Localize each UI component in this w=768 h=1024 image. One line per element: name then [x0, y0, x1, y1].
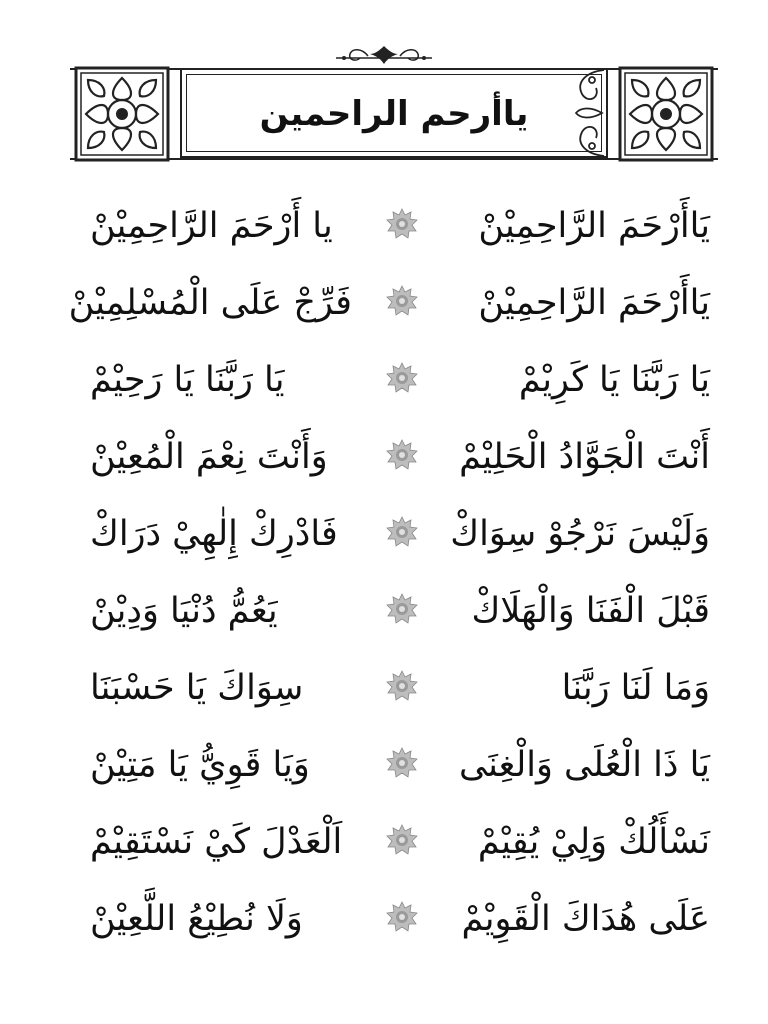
verse-row [80, 573, 720, 650]
rosette-separator-icon [386, 285, 418, 317]
verse-row [68, 265, 720, 342]
rosette-separator-icon [386, 901, 418, 933]
rosette-separator-icon [386, 824, 418, 856]
verse-first-hemistich: عَلَى هُدَاكَ الْقَوِيْمْ [461, 899, 710, 939]
verse-second-hemistich: وَأَنْتَ نِعْمَ الْمُعِيْنْ [90, 437, 328, 477]
verse-first-hemistich: قَبْلَ الْفَنَا وَالْهَلَاكْ [471, 591, 710, 631]
verse-first-hemistich: يَاأَرْحَمَ الرَّاحِمِيْنْ [478, 206, 710, 246]
verse-second-hemistich: يَا رَبَّنَا يَا رَحِيْمْ [90, 360, 285, 400]
rosette-separator-icon [386, 439, 418, 471]
verse-row [80, 650, 720, 727]
rosette-separator-icon [386, 670, 418, 702]
verse-first-hemistich: يَا رَبَّنَا يَا كَرِيْمْ [518, 360, 710, 400]
verse-second-hemistich: فَرِّجْ عَلَى الْمُسْلِمِيْنْ [68, 283, 352, 323]
verse-second-hemistich: سِوَاكَ يَا حَسْبَنَا [90, 668, 304, 708]
title-frame [180, 68, 608, 158]
verse-second-hemistich: وَيَا قَوِيُّ يَا مَتِيْنْ [90, 745, 310, 785]
verse-first-hemistich: أَنْتَ الْجَوَّادُ الْحَلِيْمْ [459, 437, 710, 477]
verse-first-hemistich: نَسْأَلُكْ وَلِيْ يُقِيْمْ [477, 822, 710, 862]
verse-row [80, 881, 720, 958]
rosette-separator-icon [386, 747, 418, 779]
verse-first-hemistich: وَمَا لَنَا رَبَّنَا [561, 668, 710, 708]
verse-second-hemistich: يا أَرْحَمَ الرَّاحِمِيْنْ [90, 206, 333, 246]
rosette-separator-icon [386, 516, 418, 548]
arabesque-tile-icon [74, 66, 170, 162]
rosette-separator-icon [386, 593, 418, 625]
verse-second-hemistich: اَلْعَدْلَ كَيْ نَسْتَقِيْمْ [90, 822, 343, 862]
verse-row [80, 419, 720, 496]
verse-second-hemistich: وَلَا نُطِيْعُ اللَّعِيْنْ [90, 899, 303, 939]
verse-first-hemistich: يَا ذَا الْعُلَى وَالْغِنَى [458, 745, 710, 785]
verse-first-hemistich: وَلَيْسَ نَرْجُوْ سِوَاكْ [450, 514, 710, 554]
verse-row [80, 496, 720, 573]
arabesque-tile-icon [618, 66, 714, 162]
rosette-separator-icon [386, 362, 418, 394]
page-title: ياأرحم الراحمين [259, 94, 529, 134]
title-banner [70, 66, 718, 162]
verse-first-hemistich: يَاأَرْحَمَ الرَّاحِمِيْنْ [478, 283, 710, 323]
verse-list [68, 188, 720, 958]
verse-row [80, 342, 720, 419]
verse-second-hemistich: فَادْرِكْ إِلٰهِيْ دَرَاكْ [90, 514, 338, 554]
corner-ornament-icon [558, 68, 606, 158]
rosette-separator-icon [386, 208, 418, 240]
verse-row [80, 727, 720, 804]
verse-second-hemistich: يَعُمُّ دُنْيَا وَدِيْنْ [90, 591, 278, 631]
verse-row [80, 188, 720, 265]
verse-row [80, 804, 720, 881]
scroll-ornament-icon [334, 42, 434, 68]
